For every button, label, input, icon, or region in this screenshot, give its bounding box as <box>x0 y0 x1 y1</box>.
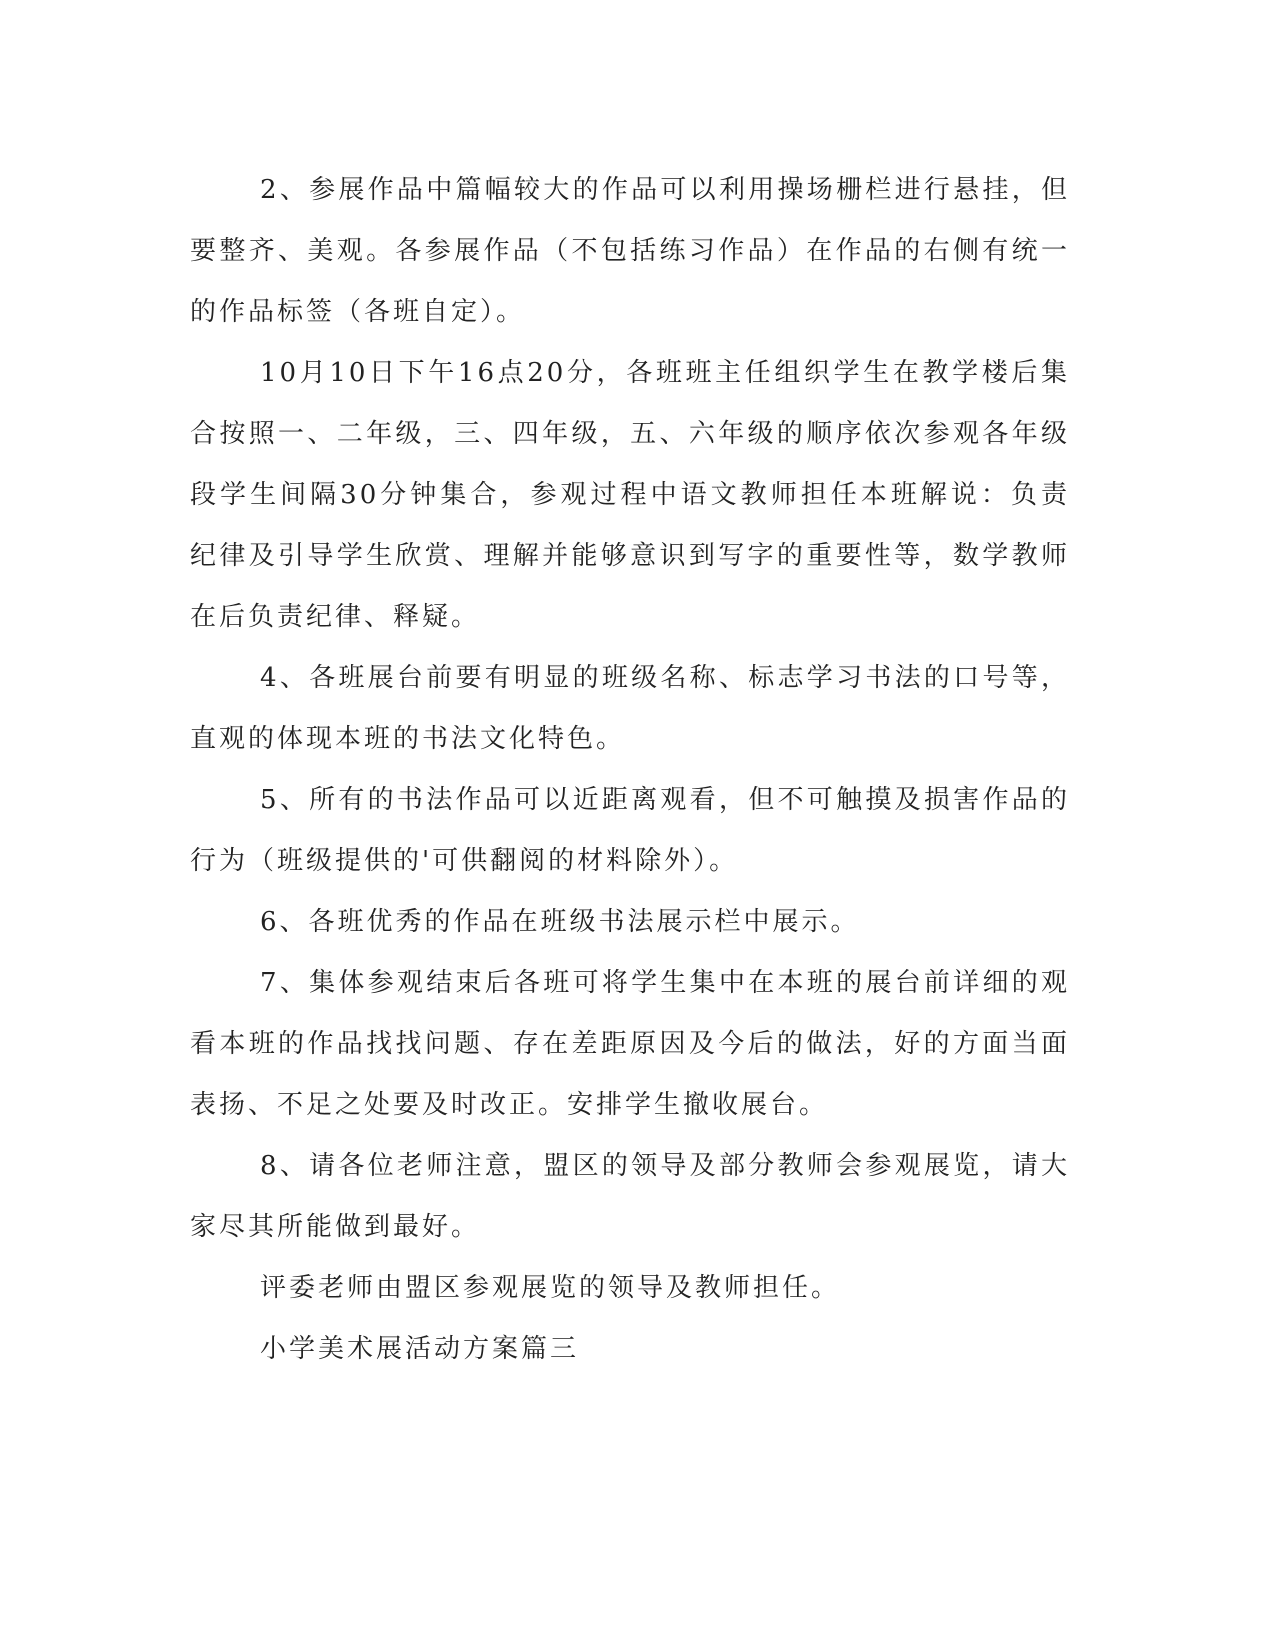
paragraph-visit-schedule: 10月10日下午16点20分，各班班主任组织学生在教学楼后集合按照一、二年级，三、四年级，五、六年级的顺序依次参观各年级段学生间隔30分钟集合，参观过程中语文教师担任本班解说：负责纪律及引导学生欣赏、理解并能够意识到写字的重要性等，数学教师在后负责纪律、释疑。 <box>190 358 1070 632</box>
paragraph-judges: 评委老师由盟区参观展览的领导及教师担任。 <box>260 1273 841 1303</box>
document-body <box>190 160 1070 1380</box>
paragraph-viewing-rules: 5、所有的书法作品可以近距离观看，但不可触摸及损害作品的行为（班级提供的'可供翻阅的材料除外）。 <box>190 785 1070 876</box>
section-heading: 小学美术展活动方案篇三 <box>260 1334 580 1364</box>
paragraph-excellent-works: 6、各班优秀的作品在班级书法展示栏中展示。 <box>260 907 860 937</box>
paragraph-display-rules: 2、参展作品中篇幅较大的作品可以利用操场栅栏进行悬挂，但要整齐、美观。各参展作品（不包括练习作品）在作品的右侧有统一的作品标签（各班自定）。 <box>190 175 1070 327</box>
paragraph-class-signs: 4、各班展台前要有明显的班级名称、标志学习书法的口号等，直观的体现本班的书法文化特色。 <box>190 663 1070 754</box>
paragraph-after-visit: 7、集体参观结束后各班可将学生集中在本班的展台前详细的观看本班的作品找找问题、存在差距原因及今后的做法，好的方面当面表扬、不足之处要及时改正。安排学生撤收展台。 <box>190 968 1070 1120</box>
paragraph-teacher-notice: 8、请各位老师注意，盟区的领导及部分教师会参观展览，请大家尽其所能做到最好。 <box>190 1151 1070 1242</box>
